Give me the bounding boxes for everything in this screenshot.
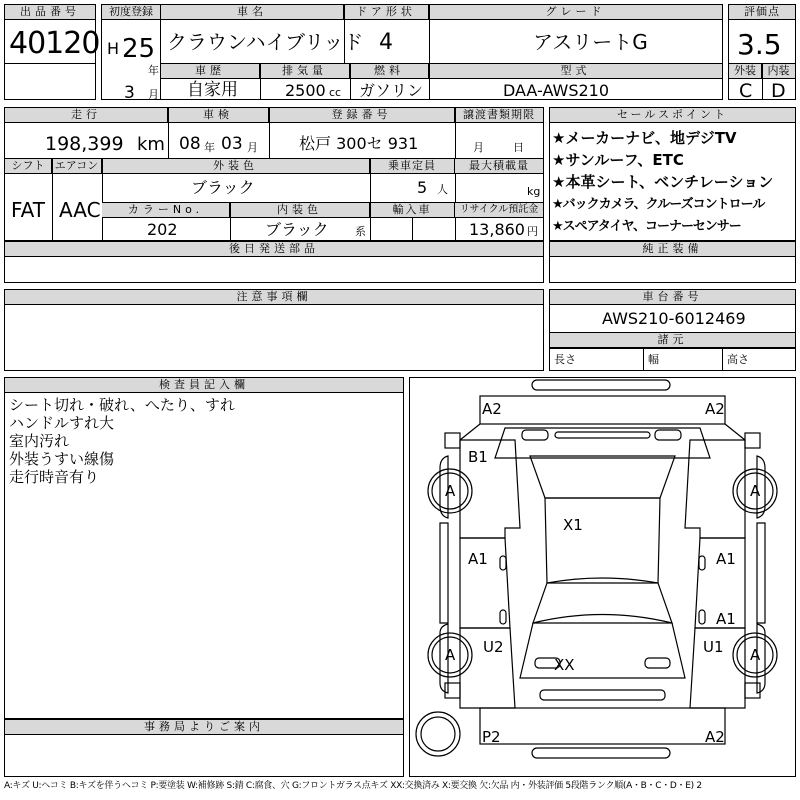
inspection-year: 08 [179, 134, 201, 154]
mark-a1-right-rear: A1 [716, 610, 736, 628]
color-no: 202 [147, 220, 178, 239]
shift: FAT [11, 198, 46, 222]
car-outline-diagram [410, 378, 795, 776]
office-notice-box [4, 719, 404, 777]
ext-color-label: 外装色 [102, 159, 370, 174]
int-color: ブラック [265, 220, 329, 239]
insp-month-unit: 月 [247, 141, 258, 154]
grade-label: グレード [429, 5, 722, 20]
transfer-day-unit: 日 [513, 141, 524, 154]
office-label: 事務局よりご案内 [5, 720, 403, 735]
sales-point-3: ★本革シート、ベンチレーション [552, 173, 774, 191]
inspector-line-3: 室内汚れ [9, 432, 70, 450]
mileage: 198,399 [45, 133, 124, 155]
model-label: 型式 [429, 64, 722, 79]
mark-a1-right-front: A1 [716, 550, 736, 568]
sales-point-5: ★スペアタイヤ、コーナーセンサー [552, 219, 741, 234]
sales-point-4: ★バックカメラ、クルーズコントロール [552, 197, 765, 212]
inspector-line-4: 外装うすい線傷 [9, 450, 115, 468]
ac-label: エアコン [52, 159, 102, 174]
reg-year: 25 [122, 34, 156, 64]
capacity: 5 [417, 178, 428, 197]
footer-legend: A:キズ U:ヘコミ B:キズを伴うヘコミ P:要塗装 W:補修跡 S:錆 C:腐食、穴 G:フロントガラス点キズ XX:交換済み X:要交換 欠:欠品 内・外装評価 5段階ランク順(A・B・C・D・E) 2 [4, 781, 702, 791]
first-registration-box [101, 4, 161, 103]
interior-label: 内装 [762, 64, 795, 79]
mark-b1: B1 [468, 448, 488, 466]
inspector-notes-box [4, 377, 404, 719]
inspector-line-2: ハンドルすれ大 [9, 414, 115, 432]
sales-point-1: ★メーカーナビ、地デジTV [552, 129, 737, 147]
ext-color: ブラック [191, 178, 255, 197]
capacity-unit: 人 [437, 183, 448, 196]
history-label: 車歴 [161, 64, 260, 79]
reg-month: 3 [124, 83, 135, 103]
inspector-label: 検査員記入欄 [5, 378, 403, 393]
era: H [107, 39, 120, 58]
inspection-label: 車検 [168, 108, 269, 123]
fuel: ガソリン [359, 81, 424, 100]
mark-a2-left: A2 [482, 400, 502, 418]
mark-xx: XX [554, 656, 575, 674]
door-count: 4 [379, 30, 393, 55]
mark-a2-rear: A2 [705, 728, 725, 746]
sales-point-2: ★サンルーフ、ETC [552, 151, 684, 169]
mark-u2: U2 [483, 638, 504, 656]
load-label: 最大積載量 [455, 159, 543, 174]
vehicle-info-table [160, 4, 723, 100]
int-color-unit: 系 [355, 225, 366, 238]
displacement-label: 排気量 [260, 64, 350, 79]
year-unit: 年 [148, 64, 159, 77]
mark-tire-fl: A [445, 482, 456, 500]
later-parts-box [4, 241, 544, 283]
damage-diagram [409, 377, 796, 777]
inspector-line-1: シート切れ・破れ、へたり、すれ [9, 396, 235, 414]
mark-a1-left-front: A1 [468, 550, 488, 568]
fuel-label: 燃料 [350, 64, 429, 79]
inspection-month: 03 [221, 134, 243, 154]
color-no-label: カラーNo. [102, 203, 230, 218]
lot-number-box [4, 4, 100, 100]
mark-tire-rr: A [750, 646, 761, 664]
month-unit: 月 [148, 88, 159, 101]
door-label: ドア形状 [344, 5, 429, 20]
plate-number: 松戸 300セ 931 [299, 134, 419, 153]
details-table [4, 107, 544, 241]
insp-year-unit: 年 [204, 141, 215, 154]
first-reg-label: 初度登録 [102, 5, 160, 20]
import-label: 輸入車 [370, 203, 455, 218]
specs-label: 諸元 [550, 332, 795, 348]
genuine-equipment-box [549, 241, 796, 283]
length-label: 長さ [554, 353, 576, 366]
shift-label: シフト [5, 159, 52, 174]
mark-x1: X1 [563, 516, 583, 534]
plate-label: 登録番号 [269, 108, 455, 123]
capacity-label: 乗車定員 [370, 159, 455, 174]
model: DAA-AWS210 [503, 81, 610, 100]
mark-a2-right: A2 [705, 400, 725, 418]
load-unit: kg [527, 185, 541, 198]
exterior-score: C [739, 80, 753, 102]
grade: アスリートG [533, 30, 648, 54]
sales-points-box [549, 107, 796, 241]
width-label: 幅 [648, 353, 659, 366]
interior-score: D [771, 80, 786, 102]
genuine-label: 純正装備 [550, 242, 795, 257]
transfer-label: 譲渡書類期限 [455, 108, 543, 123]
mark-tire-rl: A [445, 646, 456, 664]
score-box [728, 4, 796, 100]
notes-label: 注意事項欄 [5, 290, 543, 305]
recycle-label: リサイクル預託金 [455, 203, 543, 218]
car-name: クラウンハイブリッド [167, 30, 364, 54]
car-name-label: 車名 [161, 5, 344, 20]
lot-number-label: 出品番号 [5, 5, 95, 20]
mark-p2: P2 [482, 728, 501, 746]
exterior-label: 外装 [729, 64, 762, 79]
height-label: 高さ [727, 353, 749, 366]
transfer-month-unit: 月 [473, 141, 484, 154]
displacement: 2500 [285, 81, 326, 100]
chassis-box [549, 289, 796, 371]
recycle-fee: 13,860 [469, 220, 525, 239]
chassis-number: AWS210-6012469 [602, 309, 746, 328]
notes-box [4, 289, 544, 371]
score: 3.5 [737, 28, 782, 61]
int-color-label: 内装色 [230, 203, 370, 218]
lot-number: 40120 [9, 26, 100, 61]
sales-points-label: セールスポイント [550, 108, 795, 123]
mileage-unit: km [137, 134, 165, 155]
mark-u1: U1 [703, 638, 724, 656]
score-label: 評価点 [729, 5, 795, 20]
history: 自家用 [187, 80, 238, 100]
displacement-unit: cc [329, 86, 342, 99]
chassis-label: 車台番号 [550, 290, 795, 305]
mark-tire-fr: A [750, 482, 761, 500]
recycle-unit: 円 [527, 225, 538, 238]
later-parts-label: 後日発送部品 [5, 242, 543, 257]
mileage-label: 走行 [5, 108, 168, 123]
inspector-line-5: 走行時音有り [9, 468, 100, 486]
ac: AAC [59, 198, 101, 222]
